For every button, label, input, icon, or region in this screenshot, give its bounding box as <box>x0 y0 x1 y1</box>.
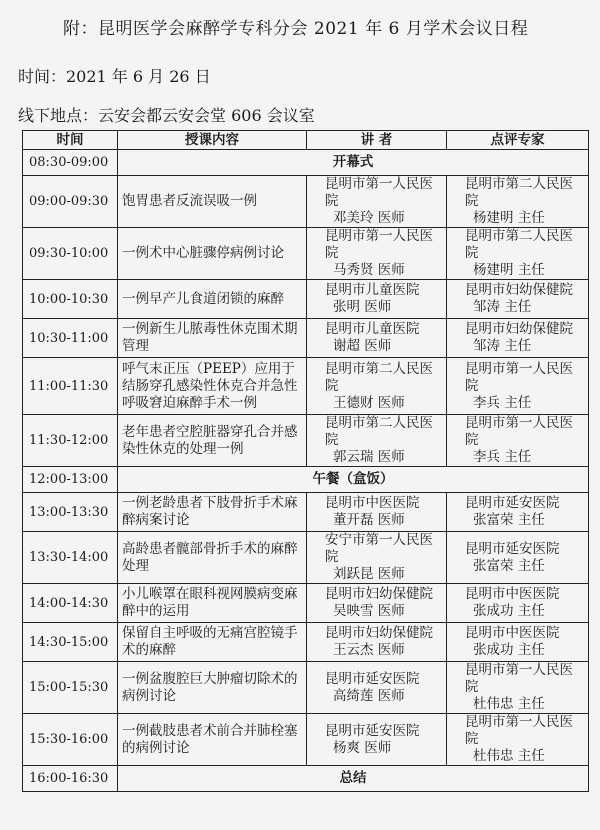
speaker-name: 杨爽 医师 <box>333 739 392 756</box>
reviewer-cell <box>447 623 589 662</box>
session-label: 午餐（盒饭） <box>118 467 589 493</box>
time-cell: 11:00-11:30 <box>23 358 118 415</box>
time-cell: 14:30-15:00 <box>23 623 118 662</box>
table-row <box>23 714 589 766</box>
speaker-cell <box>307 358 447 415</box>
speaker-hospital: 昆明市儿童医院 <box>325 321 420 337</box>
table-row <box>23 623 589 662</box>
topic-cell: 小儿喉罩在眼科视网膜病变麻醉中的运用 <box>118 584 307 623</box>
speaker-hospital: 昆明市延安医院 <box>325 722 420 739</box>
reviewer-cell <box>447 228 589 280</box>
table-row <box>23 584 589 623</box>
reviewer-name: 邹涛 主任 <box>473 299 532 315</box>
table-row <box>23 532 589 584</box>
time-cell: 09:30-10:00 <box>23 228 118 280</box>
time-cell: 13:00-13:30 <box>23 493 118 532</box>
time-cell: 10:30-11:00 <box>23 319 118 358</box>
speaker-hospital: 昆明市中医医院 <box>325 495 420 511</box>
reviewer-hospital: 昆明市第一人民医院 <box>465 415 573 448</box>
reviewer-name: 张富荣 主任 <box>473 512 545 528</box>
reviewer-hospital: 昆明市延安医院 <box>465 495 560 511</box>
speaker-hospital: 昆明市第二人民医院 <box>325 360 433 394</box>
table-header-row <box>23 131 589 150</box>
reviewer-name: 张成功 主任 <box>473 603 545 619</box>
reviewer-hospital: 昆明市延安医院 <box>465 540 560 557</box>
topic-cell: 呼气末正压（PEEP）应用于结肠穿孔感染性休克合并急性呼吸窘迫麻醉手术一例 <box>118 358 307 415</box>
speaker-name: 郭云瑞 医师 <box>333 449 405 465</box>
topic-cell: 一例老龄患者下肢骨折手术麻醉病案讨论 <box>118 493 307 532</box>
time-cell: 11:30-12:00 <box>23 415 118 467</box>
topic-cell: 高龄患者髋部骨折手术的麻醉处理 <box>118 532 307 584</box>
reviewer-cell <box>447 176 589 228</box>
reviewer-name: 杨建明 主任 <box>473 210 545 226</box>
speaker-name: 王德财 医师 <box>333 394 405 411</box>
table-row <box>23 176 589 228</box>
meeting-venue: 线下地点：云安会都云安会堂 606 会议室 <box>18 106 315 125</box>
speaker-name: 高绮莲 医师 <box>333 687 405 704</box>
document-title: 附：昆明医学会麻醉学专科分会 2021 年 6 月学术会议日程 <box>63 19 529 39</box>
topic-cell: 一例早产儿食道闭锁的麻醉 <box>118 280 307 319</box>
table-row <box>23 358 589 415</box>
time-cell: 12:00-13:00 <box>23 467 118 493</box>
reviewer-name: 邹涛 主任 <box>473 338 532 354</box>
table-row <box>23 415 589 467</box>
column-header-time: 时间 <box>23 131 118 150</box>
topic-cell: 老年患者空腔脏器穿孔合并感染性休克的处理一例 <box>118 415 307 467</box>
reviewer-hospital: 昆明市妇幼保健院 <box>465 321 573 337</box>
reviewer-name: 杜伟忠 主任 <box>473 696 545 712</box>
speaker-name: 吴映雪 医师 <box>333 603 405 619</box>
speaker-cell <box>307 584 447 623</box>
reviewer-hospital: 昆明市中医医院 <box>465 586 560 602</box>
speaker-name: 谢超 医师 <box>333 338 392 354</box>
time-cell: 16:00-16:30 <box>23 766 118 792</box>
speaker-hospital: 昆明市第二人民医院 <box>325 415 433 448</box>
time-cell: 13:30-14:00 <box>23 532 118 584</box>
session-label: 开幕式 <box>118 150 589 176</box>
reviewer-name: 李兵 主任 <box>473 449 532 465</box>
topic-cell: 一例术中心脏骤停病例讨论 <box>118 228 307 280</box>
speaker-name: 张明 医师 <box>333 299 392 315</box>
table-row <box>23 280 589 319</box>
topic-cell: 一例盆腹腔巨大肿瘤切除术的病例讨论 <box>118 662 307 714</box>
speaker-cell <box>307 532 447 584</box>
reviewer-hospital: 昆明市第一人民医院 <box>465 360 573 394</box>
speaker-hospital: 昆明市延安医院 <box>325 670 420 687</box>
speaker-name: 刘跃昆 医师 <box>333 566 405 582</box>
reviewer-cell <box>447 714 589 766</box>
session-label: 总结 <box>118 766 589 792</box>
table-row <box>23 766 589 792</box>
reviewer-cell <box>447 532 589 584</box>
speaker-name: 董开磊 医师 <box>333 512 405 528</box>
reviewer-name: 张成功 主任 <box>473 642 545 658</box>
speaker-cell <box>307 493 447 532</box>
topic-cell: 饱胃患者反流误吸一例 <box>118 176 307 228</box>
reviewer-hospital: 昆明市第一人民医院 <box>465 714 573 747</box>
reviewer-hospital: 昆明市中医医院 <box>465 625 560 641</box>
table-row <box>23 319 589 358</box>
reviewer-cell <box>447 584 589 623</box>
speaker-name: 邓美玲 医师 <box>333 210 405 226</box>
time-cell: 10:00-10:30 <box>23 280 118 319</box>
reviewer-hospital: 昆明市妇幼保健院 <box>465 282 573 298</box>
table-row <box>23 228 589 280</box>
time-cell: 15:30-16:00 <box>23 714 118 766</box>
reviewer-cell <box>447 280 589 319</box>
topic-cell: 一例截肢患者术前合并肺栓塞的病例讨论 <box>118 714 307 766</box>
time-cell: 14:00-14:30 <box>23 584 118 623</box>
speaker-name: 王云杰 医师 <box>333 642 405 658</box>
table-row <box>23 150 589 176</box>
speaker-cell <box>307 228 447 280</box>
speaker-hospital: 昆明市妇幼保健院 <box>325 586 433 602</box>
speaker-hospital: 昆明市第一人民医院 <box>325 228 433 261</box>
speaker-hospital: 昆明市第一人民医院 <box>325 176 433 209</box>
reviewer-name: 李兵 主任 <box>473 394 532 411</box>
column-header-topic: 授课内容 <box>118 131 307 150</box>
reviewer-name: 杨建明 主任 <box>473 262 545 278</box>
reviewer-cell <box>447 319 589 358</box>
speaker-cell <box>307 662 447 714</box>
time-cell: 15:00-15:30 <box>23 662 118 714</box>
reviewer-cell <box>447 358 589 415</box>
reviewer-name: 张富荣 主任 <box>473 557 545 574</box>
speaker-cell <box>307 176 447 228</box>
meeting-date: 时间：2021 年 6 月 26 日 <box>18 67 211 86</box>
speaker-cell <box>307 415 447 467</box>
speaker-cell <box>307 280 447 319</box>
column-header-speaker: 讲 者 <box>307 131 447 150</box>
table-row <box>23 662 589 714</box>
speaker-cell <box>307 714 447 766</box>
speaker-cell <box>307 623 447 662</box>
speaker-name: 马秀贤 医师 <box>333 262 405 278</box>
speaker-hospital: 昆明市儿童医院 <box>325 282 420 298</box>
reviewer-hospital: 昆明市第二人民医院 <box>465 176 573 209</box>
reviewer-cell <box>447 415 589 467</box>
reviewer-cell <box>447 662 589 714</box>
topic-cell: 一例新生儿脓毒性休克围术期管理 <box>118 319 307 358</box>
reviewer-hospital: 昆明市第二人民医院 <box>465 228 573 261</box>
table-row <box>23 493 589 532</box>
schedule-table <box>22 130 589 792</box>
column-header-reviewer: 点评专家 <box>447 131 589 150</box>
reviewer-cell <box>447 493 589 532</box>
table-row <box>23 467 589 493</box>
time-cell: 08:30-09:00 <box>23 150 118 176</box>
speaker-hospital: 安宁市第一人民医院 <box>325 532 433 565</box>
reviewer-hospital: 昆明市第一人民医院 <box>465 662 573 695</box>
reviewer-name: 杜伟忠 主任 <box>473 748 545 764</box>
time-cell: 09:00-09:30 <box>23 176 118 228</box>
speaker-hospital: 昆明市妇幼保健院 <box>325 625 433 641</box>
speaker-cell <box>307 319 447 358</box>
topic-cell: 保留自主呼吸的无痛宫腔镜手术的麻醉 <box>118 623 307 662</box>
